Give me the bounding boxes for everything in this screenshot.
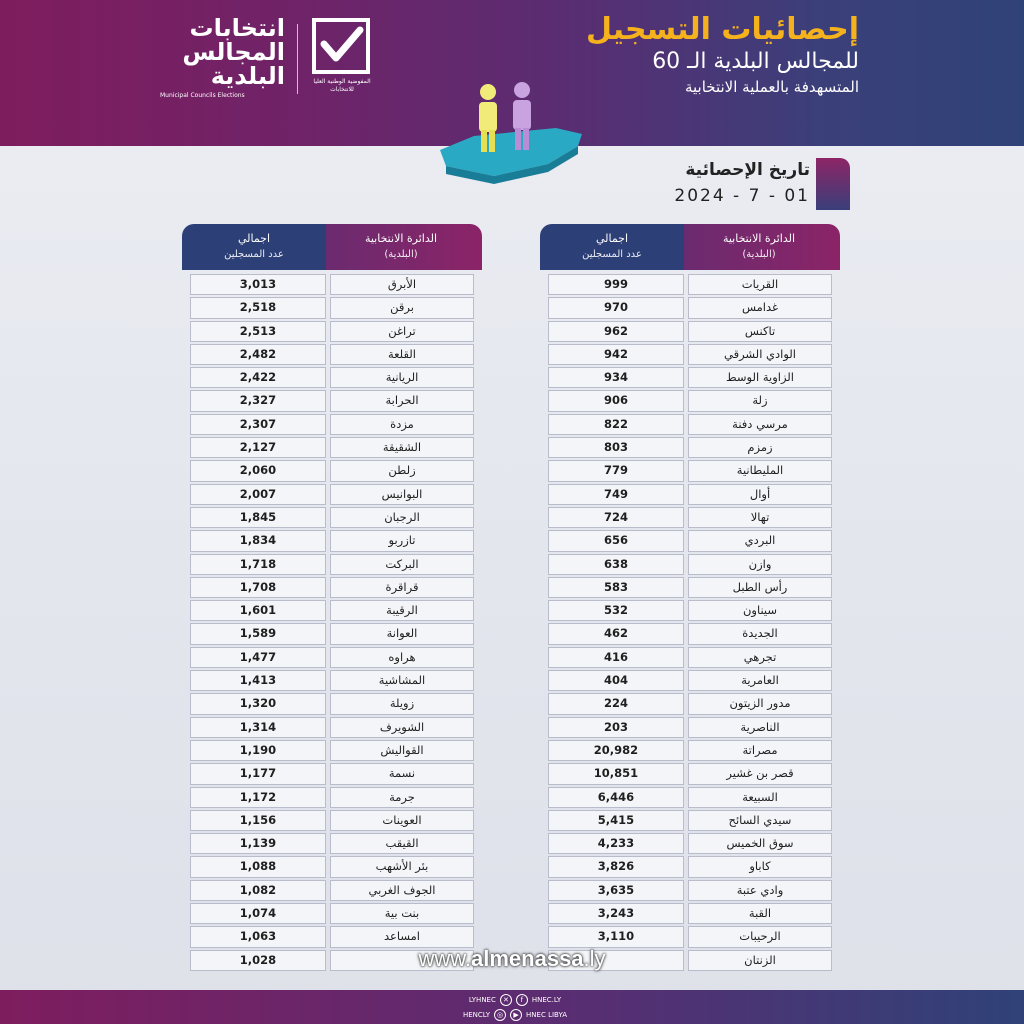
checkmark-icon <box>312 18 370 74</box>
district-name-cell: تجرهي <box>688 647 832 668</box>
statistics-date-box <box>672 158 850 212</box>
table-row <box>548 810 832 833</box>
table-row <box>548 321 832 344</box>
registered-count-cell: 1,601 <box>190 600 326 621</box>
district-name-cell: رأس الطبل <box>688 577 832 598</box>
registered-count-cell: 1,589 <box>190 623 326 644</box>
table-row <box>190 274 474 297</box>
column-header-total-line2: عدد المسجلين <box>582 249 642 260</box>
column-header-district-line2: (البلدية) <box>384 249 418 260</box>
registered-count-cell: 532 <box>548 600 684 621</box>
table-row <box>548 437 832 460</box>
table-row <box>548 344 832 367</box>
district-name-cell: وازن <box>688 554 832 575</box>
column-header-total-line1: اجمالي <box>595 232 629 245</box>
district-name-cell: الشقيقة <box>330 437 474 458</box>
column-header-total-line1: اجمالي <box>237 232 271 245</box>
people-illustration <box>436 80 586 185</box>
district-name-cell: المليطانية <box>688 460 832 481</box>
registered-count-cell: 20,982 <box>548 740 684 761</box>
district-name-cell: الريانية <box>330 367 474 388</box>
district-name-cell: البردي <box>688 530 832 551</box>
table-row <box>548 274 832 297</box>
table-row <box>190 670 474 693</box>
registered-count-cell: 638 <box>548 554 684 575</box>
district-name-cell: تازربو <box>330 530 474 551</box>
district-name-cell: بنت بية <box>330 903 474 924</box>
table-row <box>548 763 832 786</box>
table-row <box>548 623 832 646</box>
registered-count-cell: 749 <box>548 484 684 505</box>
social-row-2 <box>455 1007 575 1022</box>
table-row <box>548 880 832 903</box>
table-row <box>190 507 474 530</box>
table-row <box>190 577 474 600</box>
district-name-cell: الرقيبة <box>330 600 474 621</box>
registered-count-cell: 3,243 <box>548 903 684 924</box>
registered-count-cell: 404 <box>548 670 684 691</box>
table-body <box>548 274 832 973</box>
table-row <box>548 297 832 320</box>
x-icon[interactable]: ✕ <box>500 994 512 1006</box>
table-row <box>190 297 474 320</box>
date-accent <box>816 158 850 210</box>
district-name-cell: البوانيس <box>330 484 474 505</box>
table-row <box>548 693 832 716</box>
watermark-brand: almenassa <box>471 946 584 971</box>
district-name-cell: كاباو <box>688 856 832 877</box>
table-row <box>548 600 832 623</box>
table-header <box>182 224 482 270</box>
registered-count-cell: 1,718 <box>190 554 326 575</box>
column-header-total <box>182 224 326 270</box>
hnec-logo-text: المفوضية الوطنية العليا للانتخابات <box>313 78 371 93</box>
table-row <box>548 414 832 437</box>
district-name-cell: سيدي السائح <box>688 810 832 831</box>
page-subtitle: للمجالس البلدية الـ 60 <box>652 49 859 74</box>
table-row <box>190 903 474 926</box>
registered-count-cell: 1,074 <box>190 903 326 924</box>
district-name-cell: مدور الزيتون <box>688 693 832 714</box>
registered-count-cell: 2,007 <box>190 484 326 505</box>
table-row <box>190 763 474 786</box>
table-row <box>190 600 474 623</box>
table-row <box>190 390 474 413</box>
watermark <box>0 946 1024 972</box>
district-name-cell: البركت <box>330 554 474 575</box>
table-row <box>548 717 832 740</box>
district-name-cell: سوق الخميس <box>688 833 832 854</box>
registered-count-cell: 1,063 <box>190 926 326 947</box>
district-name-cell: المشاشية <box>330 670 474 691</box>
table-row <box>190 880 474 903</box>
title-block <box>539 12 859 98</box>
registered-count-cell: 2,482 <box>190 344 326 365</box>
table-row <box>548 367 832 390</box>
district-name-cell: العوينات <box>330 810 474 831</box>
district-name-cell: قراقرة <box>330 577 474 598</box>
registered-count-cell: 822 <box>548 414 684 435</box>
table-row <box>548 507 832 530</box>
district-name-cell: الرجبان <box>330 507 474 528</box>
district-name-cell: نسمة <box>330 763 474 784</box>
column-header-total <box>540 224 684 270</box>
district-name-cell: القريات <box>688 274 832 295</box>
table-row <box>190 484 474 507</box>
district-name-cell: القيقب <box>330 833 474 854</box>
registered-count-cell: 3,110 <box>548 926 684 947</box>
table-row <box>548 833 832 856</box>
social-handle: LYHNEC <box>468 995 496 1004</box>
registered-count-cell: 462 <box>548 623 684 644</box>
district-name-cell: زلة <box>688 390 832 411</box>
table-row <box>190 344 474 367</box>
column-header-total-line2: عدد المسجلين <box>224 249 284 260</box>
table-row <box>190 623 474 646</box>
district-name-cell: الوادي الشرقي <box>688 344 832 365</box>
table-row <box>190 856 474 879</box>
date-label: تاريخ الإحصائية <box>685 160 810 180</box>
page-subtitle-2: المتسهدفة بالعملية الانتخابية <box>684 78 859 96</box>
mce-logo-arabic: انتخابات المجالس البلدية <box>182 14 285 90</box>
district-name-cell: برقن <box>330 297 474 318</box>
registered-count-cell: 1,088 <box>190 856 326 877</box>
registered-count-cell: 656 <box>548 530 684 551</box>
district-name-cell: الجوف الغربي <box>330 880 474 901</box>
district-name-cell: القلعة <box>330 344 474 365</box>
table-row <box>548 530 832 553</box>
registered-count-cell: 3,013 <box>190 274 326 295</box>
table-row <box>190 740 474 763</box>
column-header-district-line1: الدائرة الانتخابية <box>722 232 796 245</box>
registered-count-cell: 1,708 <box>190 577 326 598</box>
district-name-cell: تراغن <box>330 321 474 342</box>
column-header-district <box>678 224 840 270</box>
social-handle: HNEC LIBYA <box>526 1010 567 1019</box>
district-name-cell: مصراتة <box>688 740 832 761</box>
registered-count-cell: 2,060 <box>190 460 326 481</box>
registered-count-cell: 1,477 <box>190 647 326 668</box>
registered-count-cell: 1,156 <box>190 810 326 831</box>
instagram-icon[interactable]: ◎ <box>494 1009 506 1021</box>
district-name-cell: السبيعة <box>688 787 832 808</box>
date-value: 2024 - 7 - 01 <box>674 186 810 206</box>
watermark-suffix: .ly <box>583 946 606 971</box>
table-row <box>190 554 474 577</box>
facebook-icon[interactable]: f <box>516 994 528 1006</box>
table-row <box>548 390 832 413</box>
page-title: إحصائيات التسجيل <box>585 12 859 47</box>
social-handles <box>455 992 575 1022</box>
registered-count-cell: 1,190 <box>190 740 326 761</box>
district-name-cell: غدامس <box>688 297 832 318</box>
registered-count-cell: 1,314 <box>190 717 326 738</box>
mce-logo-english: Municipal Councils Elections <box>160 92 245 99</box>
registered-count-cell: 779 <box>548 460 684 481</box>
registered-count-cell: 1,413 <box>190 670 326 691</box>
registered-count-cell: 2,513 <box>190 321 326 342</box>
registered-count-cell: 999 <box>548 274 684 295</box>
table-row <box>548 903 832 926</box>
district-name-cell: القواليش <box>330 740 474 761</box>
registered-count-cell: 970 <box>548 297 684 318</box>
table-row <box>190 460 474 483</box>
district-name-cell: الجديدة <box>688 623 832 644</box>
district-name-cell: زويلة <box>330 693 474 714</box>
table-row <box>548 460 832 483</box>
table-row <box>190 717 474 740</box>
registered-count-cell: 1,082 <box>190 880 326 901</box>
table-row <box>548 554 832 577</box>
district-name-cell: الزنتان <box>688 950 832 971</box>
district-name-cell: تاكنس <box>688 321 832 342</box>
hnec-logo <box>312 18 372 96</box>
table-row <box>548 647 832 670</box>
table-row <box>190 321 474 344</box>
table-row <box>190 367 474 390</box>
district-name-cell: الناصرية <box>688 717 832 738</box>
registered-count-cell: 583 <box>548 577 684 598</box>
district-name-cell: مزدة <box>330 414 474 435</box>
registered-count-cell: 803 <box>548 437 684 458</box>
registered-count-cell: 1,028 <box>190 950 326 971</box>
registered-count-cell: 203 <box>548 717 684 738</box>
registered-count-cell: 4,233 <box>548 833 684 854</box>
district-name-cell: الزاوية الوسط <box>688 367 832 388</box>
registered-count-cell: 416 <box>548 647 684 668</box>
table-row <box>548 484 832 507</box>
district-name-cell: الرحيبات <box>688 926 832 947</box>
registered-count-cell: 2,327 <box>190 390 326 411</box>
registered-count-cell: 5,415 <box>548 810 684 831</box>
district-name-cell: أوال <box>688 484 832 505</box>
table-row <box>548 577 832 600</box>
registered-count-cell: 10,851 <box>548 763 684 784</box>
district-name-cell: الأبرق <box>330 274 474 295</box>
watermark-prefix: www. <box>418 946 472 971</box>
table-row <box>190 810 474 833</box>
registered-count-cell: 1,845 <box>190 507 326 528</box>
district-name-cell: زلطن <box>330 460 474 481</box>
district-name-cell: تهالا <box>688 507 832 528</box>
registered-count-cell: 962 <box>548 321 684 342</box>
column-header-district-line2: (البلدية) <box>742 249 776 260</box>
registered-count-cell: 3,635 <box>548 880 684 901</box>
district-name-cell: الحرابة <box>330 390 474 411</box>
registered-count-cell: 1,139 <box>190 833 326 854</box>
district-name-cell: مرسي دفنة <box>688 414 832 435</box>
registered-count-cell: 1,172 <box>190 787 326 808</box>
youtube-icon[interactable]: ▶ <box>510 1009 522 1021</box>
registered-count-cell: 2,422 <box>190 367 326 388</box>
social-handle: HNEC.LY <box>531 995 562 1004</box>
table-row <box>548 856 832 879</box>
registered-count-cell: 906 <box>548 390 684 411</box>
table-header <box>540 224 840 270</box>
registered-count-cell: 934 <box>548 367 684 388</box>
table-row <box>190 437 474 460</box>
registered-count-cell: 724 <box>548 507 684 528</box>
table-row <box>190 787 474 810</box>
registered-count-cell: 2,518 <box>190 297 326 318</box>
registered-count-cell: 6,446 <box>548 787 684 808</box>
district-name-cell: قصر بن غشير <box>688 763 832 784</box>
district-name-cell: هراوه <box>330 647 474 668</box>
column-header-district-line1: الدائرة الانتخابية <box>364 232 438 245</box>
district-name-cell: القبة <box>688 903 832 924</box>
table-row <box>190 530 474 553</box>
table-body <box>190 274 474 973</box>
registered-count-cell: 1,177 <box>190 763 326 784</box>
registered-count-cell: 224 <box>548 693 684 714</box>
registered-count-cell: 942 <box>548 344 684 365</box>
table-row <box>548 787 832 810</box>
mce-logo <box>160 16 285 106</box>
registered-count-cell: 2,307 <box>190 414 326 435</box>
district-name-cell: العامرية <box>688 670 832 691</box>
logo-divider <box>297 24 298 94</box>
registered-count-cell: 1,320 <box>190 693 326 714</box>
table-row <box>548 740 832 763</box>
table-row <box>190 647 474 670</box>
registered-count-cell: 2,127 <box>190 437 326 458</box>
table-row <box>190 833 474 856</box>
district-name-cell: بئر الأشهب <box>330 856 474 877</box>
district-name-cell: زمزم <box>688 437 832 458</box>
registered-count-cell: 3,826 <box>548 856 684 877</box>
social-row-1 <box>455 992 575 1007</box>
table-row <box>190 693 474 716</box>
district-name-cell: العوانة <box>330 623 474 644</box>
column-header-district <box>320 224 482 270</box>
district-name-cell: سيناون <box>688 600 832 621</box>
district-name-cell: وادي عتبة <box>688 880 832 901</box>
registered-count-cell: 1,834 <box>190 530 326 551</box>
footer-bar <box>0 990 1024 1024</box>
social-handle: HENCLY <box>462 1010 491 1019</box>
district-name-cell: امساعد <box>330 926 474 947</box>
table-row <box>548 670 832 693</box>
table-row <box>190 414 474 437</box>
district-name-cell: الشويرف <box>330 717 474 738</box>
district-name-cell: جرمة <box>330 787 474 808</box>
